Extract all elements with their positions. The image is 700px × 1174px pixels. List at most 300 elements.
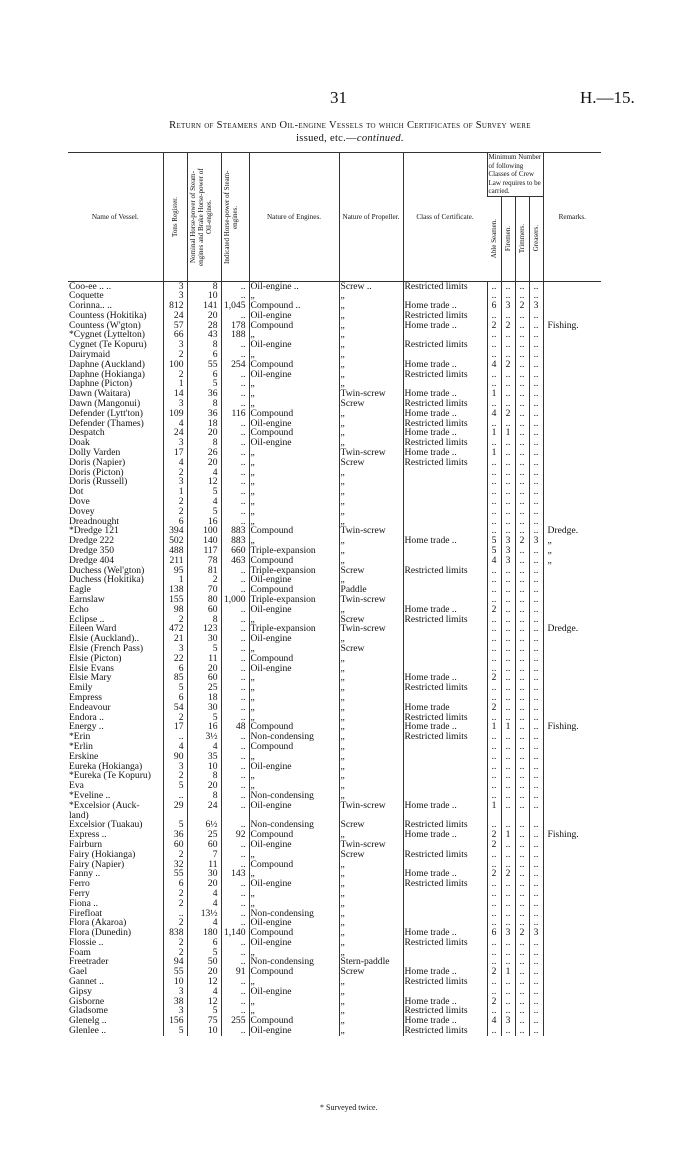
cell-eng: Compound: [249, 428, 339, 438]
cell-eng: „: [249, 536, 339, 546]
cell-tons: 5: [163, 820, 187, 830]
cell-eng: „: [249, 781, 339, 791]
cell-f: ..: [501, 615, 515, 625]
cell-tons: 100: [163, 360, 187, 370]
cell-cert: Home trade ..: [403, 428, 487, 438]
cell-f: 2: [501, 869, 515, 879]
cell-prop: Screw: [339, 850, 403, 860]
cell-cert: Home trade ..: [403, 997, 487, 1007]
cell-cert: [403, 497, 487, 507]
cell-f: ..: [501, 389, 515, 399]
cell-tons: 4: [163, 458, 187, 468]
cell-eng: „: [249, 889, 339, 899]
cell-f: ..: [501, 575, 515, 585]
cell-t: 2: [515, 301, 529, 311]
cell-rem: [543, 448, 601, 458]
cell-eng: „: [249, 703, 339, 713]
cell-eng: Oil-engine: [249, 938, 339, 948]
cell-nom: 60: [187, 840, 221, 850]
table-row: [68, 477, 601, 487]
cell-rem: [543, 918, 601, 928]
cell-prop: Screw: [339, 615, 403, 625]
cell-cert: Home trade ..: [403, 409, 487, 419]
cell-s: 2: [487, 673, 501, 683]
cell-t: ..: [515, 370, 529, 380]
cell-ind: ..: [221, 487, 249, 497]
cell-tons: 24: [163, 428, 187, 438]
cell-name: Gael: [69, 967, 88, 978]
cell-prop: „: [339, 536, 403, 546]
cell-s: 4: [487, 1016, 501, 1026]
cell-g: ..: [529, 330, 543, 340]
header-remarks: Remarks.: [543, 153, 601, 282]
cell-eng: „: [249, 487, 339, 497]
header-seamen-text: Able Seamen.: [489, 218, 498, 259]
table-row: [68, 350, 601, 360]
cell-ind: ..: [221, 860, 249, 870]
cell-eng: „: [249, 977, 339, 987]
cell-t: ..: [515, 771, 529, 781]
cell-g: ..: [529, 575, 543, 585]
cell-t: ..: [515, 654, 529, 664]
cell-t: ..: [515, 497, 529, 507]
cell-g: 3: [529, 928, 543, 938]
table-row: [68, 830, 601, 840]
cell-rem: [543, 517, 601, 527]
cell-tons: 1: [163, 575, 187, 585]
cell-g: ..: [529, 752, 543, 762]
cell-s: ..: [487, 517, 501, 527]
cell-tons: 3: [163, 762, 187, 772]
cell-t: ..: [515, 350, 529, 360]
cell-t: ..: [515, 781, 529, 791]
cell-f: ..: [501, 370, 515, 380]
cell-g: ..: [529, 967, 543, 977]
cell-eng: „: [249, 899, 339, 909]
cell-prop: „: [339, 997, 403, 1007]
cell-eng: Oil-engine: [249, 1026, 339, 1036]
cell-prop: „: [339, 370, 403, 380]
table-row: [68, 409, 601, 419]
cell-s: ..: [487, 742, 501, 752]
cell-name: Dot: [69, 487, 84, 498]
cell-rem: [543, 419, 601, 429]
cell-ind: ..: [221, 428, 249, 438]
cell-eng: „: [249, 291, 339, 301]
cell-nom: 18: [187, 693, 221, 703]
cell-rem: „: [543, 556, 601, 566]
cell-eng: „: [249, 497, 339, 507]
table-row: [68, 752, 601, 762]
cell-s: ..: [487, 566, 501, 576]
cell-nom: 5: [187, 1006, 221, 1016]
cell-s: ..: [487, 634, 501, 644]
cell-s: ..: [487, 752, 501, 762]
cell-g: ..: [529, 409, 543, 419]
cell-eng: Compound: [249, 1016, 339, 1026]
cell-cert: [403, 487, 487, 497]
cell-g: ..: [529, 615, 543, 625]
cell-rem: [543, 291, 601, 301]
cell-ind: 143: [221, 869, 249, 879]
cell-f: ..: [501, 340, 515, 350]
table-row: [68, 311, 601, 321]
cell-rem: [543, 997, 601, 1007]
cell-f: ..: [501, 673, 515, 683]
cell-g: ..: [529, 722, 543, 732]
cell-rem: [543, 634, 601, 644]
cell-name: Flora (Akaroa): [69, 918, 127, 929]
cell-eng: Compound ..: [249, 301, 339, 311]
cell-name: Coo-ee .. ..: [69, 281, 112, 292]
cell-s: ..: [487, 458, 501, 468]
cell-eng: Compound: [249, 967, 339, 977]
cell-s: ..: [487, 732, 501, 742]
cell-t: ..: [515, 556, 529, 566]
table-row: [68, 820, 601, 830]
cell-ind: ..: [221, 438, 249, 448]
cell-prop: „: [339, 938, 403, 948]
cell-t: 2: [515, 536, 529, 546]
cell-s: ..: [487, 899, 501, 909]
cell-name: Fiona ..: [69, 898, 99, 909]
table-row: [68, 634, 601, 644]
cell-cert: [403, 909, 487, 919]
cell-nom: 6½: [187, 820, 221, 830]
cell-rem: [543, 1006, 601, 1016]
cell-name: Gisborne: [69, 996, 105, 1007]
cell-prop: „: [339, 321, 403, 331]
cell-rem: [543, 840, 601, 850]
cell-nom: 25: [187, 830, 221, 840]
cell-cert: Restricted limits: [403, 850, 487, 860]
cell-t: ..: [515, 1016, 529, 1026]
cell-ind: ..: [221, 703, 249, 713]
cell-name: Eureka (Hokianga): [69, 761, 143, 772]
cell-nom: 75: [187, 1016, 221, 1026]
cell-eng: Oil-engine: [249, 918, 339, 928]
cell-eng: „: [249, 507, 339, 517]
cell-f: 3: [501, 1016, 515, 1026]
cell-s: 6: [487, 301, 501, 311]
cell-ind: ..: [221, 997, 249, 1007]
cell-name: Dredge 222: [69, 536, 115, 547]
cell-name: Elsie (Picton): [69, 653, 122, 664]
cell-g: ..: [529, 869, 543, 879]
table-row: [68, 967, 601, 977]
cell-tons: 2: [163, 771, 187, 781]
table-row: [68, 399, 601, 409]
cell-eng: Compound: [249, 556, 339, 566]
table-row: [68, 977, 601, 987]
cell-t: ..: [515, 879, 529, 889]
cell-cert: [403, 899, 487, 909]
header-firemen: [501, 196, 515, 281]
cell-f: ..: [501, 595, 515, 605]
cell-f: 2: [501, 360, 515, 370]
cell-name: Duchess (Wel'gton): [69, 565, 145, 576]
cell-g: ..: [529, 879, 543, 889]
cell-f: ..: [501, 291, 515, 301]
cell-g: ..: [529, 987, 543, 997]
table-row: [68, 330, 601, 340]
cell-cert: [403, 957, 487, 967]
cell-eng: „: [249, 771, 339, 781]
cell-g: ..: [529, 1026, 543, 1036]
cell-rem: [543, 987, 601, 997]
cell-tons: ..: [163, 732, 187, 742]
cell-rem: [543, 458, 601, 468]
cell-rem: [543, 850, 601, 860]
cell-tons: 2: [163, 713, 187, 723]
cell-prop: „: [339, 379, 403, 389]
cell-prop: „: [339, 781, 403, 791]
cell-t: ..: [515, 438, 529, 448]
cell-tons: 3: [163, 987, 187, 997]
cell-prop: „: [339, 291, 403, 301]
cell-tons: 55: [163, 869, 187, 879]
cell-s: ..: [487, 615, 501, 625]
cell-eng: Triple-expansion: [249, 546, 339, 556]
cell-name: Defender (Thames): [69, 418, 144, 429]
cell-name: *Erlin: [69, 741, 93, 752]
cell-rem: [543, 732, 601, 742]
cell-nom: 80: [187, 595, 221, 605]
cell-tons: 29: [163, 801, 187, 821]
cell-s: 5: [487, 536, 501, 546]
cell-nom: 30: [187, 703, 221, 713]
cell-nom: 8: [187, 615, 221, 625]
cell-nom: 16: [187, 722, 221, 732]
cell-ind: 660: [221, 546, 249, 556]
cell-f: ..: [501, 703, 515, 713]
cell-g: ..: [529, 389, 543, 399]
cell-ind: ..: [221, 664, 249, 674]
header-indicated-text: Indicated Horse-power of Steam-engines.: [223, 170, 239, 264]
cell-name: Elsie Mary: [69, 673, 112, 684]
cell-g: ..: [529, 1016, 543, 1026]
cell-name: *Excelsior (Auck- land): [69, 800, 140, 821]
header-propeller: Nature of Propeller.: [339, 153, 403, 282]
cell-rem: [543, 468, 601, 478]
cell-name: Corinna.. ..: [69, 301, 112, 311]
cell-prop: „: [339, 722, 403, 732]
cell-eng: „: [249, 673, 339, 683]
cell-s: 4: [487, 409, 501, 419]
table-row: [68, 585, 601, 595]
cell-prop: Paddle: [339, 585, 403, 595]
cell-s: ..: [487, 419, 501, 429]
cell-g: ..: [529, 634, 543, 644]
cell-cert: [403, 860, 487, 870]
cell-tons: 94: [163, 957, 187, 967]
cell-tons: 95: [163, 566, 187, 576]
cell-s: ..: [487, 762, 501, 772]
cell-tons: 1: [163, 487, 187, 497]
cell-rem: [543, 820, 601, 830]
cell-f: ..: [501, 477, 515, 487]
cell-ind: ..: [221, 575, 249, 585]
cell-s: ..: [487, 713, 501, 723]
cell-s: ..: [487, 918, 501, 928]
cell-tons: 90: [163, 752, 187, 762]
table-row: [68, 889, 601, 899]
cell-nom: 20: [187, 879, 221, 889]
cell-cert: [403, 291, 487, 301]
cell-ind: ..: [221, 340, 249, 350]
cell-rem: [543, 301, 601, 311]
cell-tons: 2: [163, 370, 187, 380]
header-trimmers: [515, 196, 529, 281]
cell-ind: ..: [221, 419, 249, 429]
cell-cert: [403, 546, 487, 556]
cell-rem: [543, 487, 601, 497]
cell-tons: 17: [163, 448, 187, 458]
cell-ind: ..: [221, 477, 249, 487]
cell-tons: 502: [163, 536, 187, 546]
cell-prop: Screw: [339, 820, 403, 830]
cell-f: ..: [501, 732, 515, 742]
cell-ind: ..: [221, 693, 249, 703]
cell-g: ..: [529, 517, 543, 527]
cell-g: ..: [529, 957, 543, 967]
cell-rem: [543, 1026, 601, 1036]
table-row: [68, 595, 601, 605]
cell-rem: [543, 664, 601, 674]
cell-f: 3: [501, 301, 515, 311]
cell-nom: 12: [187, 977, 221, 987]
cell-s: 5: [487, 546, 501, 556]
table-row: [68, 850, 601, 860]
cell-nom: 36: [187, 409, 221, 419]
cell-name: Echo: [69, 604, 89, 615]
cell-cert: Restricted limits: [403, 713, 487, 723]
cell-g: ..: [529, 781, 543, 791]
cell-nom: 100: [187, 526, 221, 536]
table-row: [68, 840, 601, 850]
cell-rem: [543, 605, 601, 615]
cell-f: 1: [501, 722, 515, 732]
table-row: [68, 928, 601, 938]
table-row: [68, 468, 601, 478]
cell-t: ..: [515, 938, 529, 948]
cell-t: ..: [515, 752, 529, 762]
cell-prop: „: [339, 742, 403, 752]
cell-eng: Compound: [249, 409, 339, 419]
cell-nom: 4: [187, 497, 221, 507]
cell-name: Dreadnought: [69, 516, 120, 527]
header-seamen: [487, 196, 501, 281]
cell-f: ..: [501, 585, 515, 595]
cell-name: Endeavour: [69, 702, 111, 713]
cell-prop: „: [339, 517, 403, 527]
cell-s: ..: [487, 771, 501, 781]
cell-nom: 5: [187, 948, 221, 958]
cell-rem: [543, 615, 601, 625]
cell-t: ..: [515, 546, 529, 556]
cell-nom: 10: [187, 1026, 221, 1036]
cell-t: ..: [515, 791, 529, 801]
cell-nom: 20: [187, 967, 221, 977]
table-row: [68, 664, 601, 674]
cell-cert: Home trade ..: [403, 536, 487, 546]
cell-name: Eva: [69, 781, 84, 791]
cell-g: ..: [529, 997, 543, 1007]
table-row: [68, 644, 601, 654]
cell-eng: „: [249, 997, 339, 1007]
cell-eng: „: [249, 644, 339, 654]
cell-cert: Home trade ..: [403, 967, 487, 977]
cell-t: ..: [515, 409, 529, 419]
cell-ind: 255: [221, 1016, 249, 1026]
cell-f: 1: [501, 830, 515, 840]
cell-g: ..: [529, 1006, 543, 1016]
cell-ind: ..: [221, 458, 249, 468]
cell-cert: Restricted limits: [403, 458, 487, 468]
table-row: [68, 615, 601, 625]
cell-t: ..: [515, 605, 529, 615]
cell-nom: 20: [187, 781, 221, 791]
cell-f: ..: [501, 850, 515, 860]
table-row: [68, 948, 601, 958]
cell-cert: Home trade ..: [403, 722, 487, 732]
cell-tons: ..: [163, 791, 187, 801]
cell-prop: Twin-screw: [339, 389, 403, 399]
cell-prop: „: [339, 487, 403, 497]
table-header: [68, 153, 601, 282]
subtitle-plain: issued, etc.—: [296, 133, 357, 144]
cell-s: ..: [487, 526, 501, 536]
cell-tons: 2: [163, 468, 187, 478]
cell-rem: Dredge.: [543, 624, 601, 634]
cell-t: ..: [515, 526, 529, 536]
cell-tons: 60: [163, 840, 187, 850]
cell-f: ..: [501, 330, 515, 340]
cell-name: Flora (Dunedin): [69, 928, 132, 938]
cell-tons: 156: [163, 1016, 187, 1026]
cell-eng: Triple-expansion: [249, 624, 339, 634]
cell-tons: 3: [163, 281, 187, 291]
cell-nom: 81: [187, 566, 221, 576]
cell-s: 1: [487, 389, 501, 399]
cell-eng: „: [249, 389, 339, 399]
cell-rem: [543, 438, 601, 448]
cell-g: ..: [529, 605, 543, 615]
cell-s: ..: [487, 957, 501, 967]
cell-cert: [403, 840, 487, 850]
cell-tons: 3: [163, 438, 187, 448]
header-tons-text: Tons Register.: [171, 196, 179, 237]
cell-t: ..: [515, 468, 529, 478]
cell-g: ..: [529, 291, 543, 301]
cell-rem: [543, 281, 601, 291]
cell-ind: ..: [221, 948, 249, 958]
cell-tons: 472: [163, 624, 187, 634]
header-tons: [163, 153, 187, 282]
cell-g: ..: [529, 703, 543, 713]
cell-g: ..: [529, 507, 543, 517]
cell-t: ..: [515, 311, 529, 321]
cell-name: Eclipse ..: [69, 614, 105, 625]
cell-ind: ..: [221, 781, 249, 791]
cell-f: ..: [501, 438, 515, 448]
cell-s: ..: [487, 438, 501, 448]
cell-tons: 54: [163, 703, 187, 713]
cell-f: ..: [501, 997, 515, 1007]
footnote: * Surveyed twice.: [320, 1103, 378, 1112]
cell-nom: 8: [187, 281, 221, 291]
cell-s: ..: [487, 379, 501, 389]
